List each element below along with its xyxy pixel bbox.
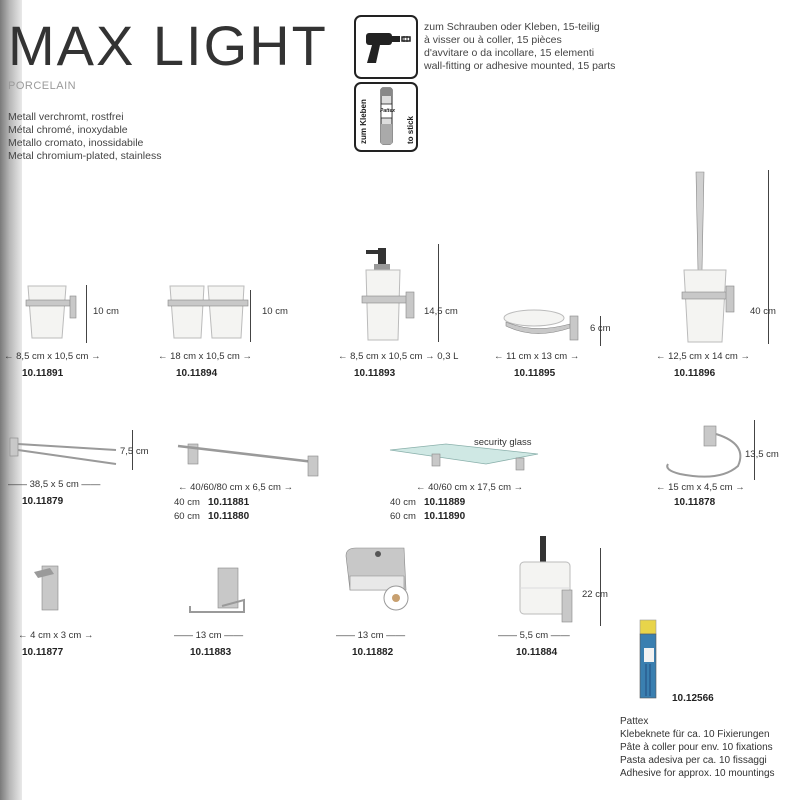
p11881-size-40: 40 cm: [174, 497, 200, 508]
p11895-height: 6 cm: [590, 323, 611, 334]
spare-roll-holder-image: [514, 534, 584, 631]
p11889-size-40: 40 cm: [390, 497, 416, 508]
p11884-height-line: [600, 548, 601, 626]
p11878-dim: ← 15 cm x 4,5 cm →: [656, 482, 745, 493]
p11881-code-40: 10.11881: [208, 497, 250, 508]
p11891-height: 10 cm: [93, 306, 119, 317]
p11893-dim: ← 8,5 cm x 10,5 cm → 0,3 L: [338, 351, 459, 362]
p11894-dim: ← 18 cm x 10,5 cm →: [158, 351, 252, 362]
pattex-line-fr: Pâte à coller pour env. 10 fixations: [620, 742, 773, 753]
p11891-code: 10.11891: [22, 368, 64, 379]
p11893-height-line: [438, 244, 439, 342]
double-towel-rail-image: [8, 436, 118, 477]
p11896-dim: ← 12,5 cm x 14 cm →: [656, 351, 750, 362]
p11893-height: 14,5 cm: [424, 306, 458, 317]
p11882-code: 10.11882: [352, 647, 394, 658]
p11883-code: 10.11883: [190, 647, 232, 658]
p11884-height: 22 cm: [582, 589, 608, 600]
pattex-line-it: Pasta adesiva per ca. 10 fissaggi: [620, 755, 767, 766]
security-glass-label: security glass: [474, 437, 532, 448]
p11891-height-line: [86, 285, 87, 343]
p11884-dim: —— 5,5 cm ——: [498, 630, 570, 641]
p11889-dim: ← 40/60 cm x 17,5 cm →: [416, 482, 524, 493]
p12566-code: 10.12566: [672, 693, 714, 704]
towel-bar-image: [174, 440, 324, 485]
material-line-de: Metall verchromt, rostfrei: [8, 111, 124, 123]
p11877-code: 10.11877: [22, 647, 64, 658]
pattex-line-brand: Pattex: [620, 716, 649, 727]
install-line-fr: à visser ou à coller, 15 pièces: [424, 34, 562, 46]
catalog-title: MAX LIGHT: [8, 14, 328, 77]
p11894-height-line: [250, 290, 251, 342]
p11895-code: 10.11895: [514, 368, 556, 379]
p11889-code-40: 10.11889: [424, 497, 466, 508]
soap-dish-image: [500, 304, 580, 349]
p11878-code: 10.11878: [674, 497, 716, 508]
p11879-height: 7,5 cm: [120, 446, 149, 457]
pattex-line-de: Klebeknete für ca. 10 Fixierungen: [620, 729, 770, 740]
p11881-size-60: 60 cm: [174, 511, 200, 522]
p11883-dim: —— 13 cm ——: [174, 630, 244, 641]
p11895-dim: ← 11 cm x 13 cm →: [494, 351, 580, 362]
p11894-code: 10.11894: [176, 368, 218, 379]
p11896-code: 10.11896: [674, 368, 716, 379]
soap-dispenser-image: [356, 244, 422, 351]
p11877-dim: ← 4 cm x 3 cm →: [18, 630, 94, 641]
adhesive-label-left: zum Kleben: [359, 99, 368, 144]
p11878-height: 13,5 cm: [745, 449, 779, 460]
hook-image: [30, 564, 66, 619]
p11894-height: 10 cm: [262, 306, 288, 317]
adhesive-tube-image: [636, 618, 666, 707]
tumbler-image: [24, 282, 84, 347]
p11893-code: 10.11893: [354, 368, 396, 379]
p11882-dim: —— 13 cm ——: [336, 630, 406, 641]
material-line-fr: Métal chromé, inoxydable: [8, 124, 128, 136]
install-line-de: zum Schrauben oder Kleben, 15-teilig: [424, 21, 600, 33]
p11884-code: 10.11884: [516, 647, 558, 658]
p11881-code-60: 10.11880: [208, 511, 250, 522]
p11881-dim: ← 40/60/80 cm x 6,5 cm →: [178, 482, 294, 493]
p11879-code: 10.11879: [22, 496, 64, 507]
paper-holder-lid-image: [344, 546, 414, 623]
adhesive-brand-on-icon: Pattex: [380, 108, 396, 114]
adhesive-label-right: to stick: [406, 115, 415, 144]
catalog-subtitle: PORCELAIN: [8, 80, 77, 92]
glass-shelf-image: [386, 440, 546, 481]
p11889-code-60: 10.11890: [424, 511, 466, 522]
double-tumbler-image: [166, 282, 256, 347]
p11891-dim: ← 8,5 cm x 10,5 cm →: [4, 351, 101, 362]
material-line-en: Metal chromium-plated, stainless: [8, 150, 162, 162]
p11889-size-60: 60 cm: [390, 511, 416, 522]
install-line-en: wall-fitting or adhesive mounted, 15 parts: [424, 60, 616, 72]
material-line-it: Metallo cromato, inossidabile: [8, 137, 144, 149]
install-line-it: d'avvitare o da incollare, 15 elementi: [424, 47, 595, 59]
p11896-height: 40 cm: [750, 306, 776, 317]
pattex-line-en: Adhesive for approx. 10 mountings: [620, 768, 775, 779]
p11879-dim: —— 38,5 x 5 cm ——: [8, 479, 101, 490]
p11896-height-line: [768, 170, 769, 344]
adhesive-tube-icon: [354, 82, 418, 152]
toilet-brush-image: [676, 170, 746, 351]
towel-ring-image: [660, 424, 750, 489]
paper-holder-image: [188, 566, 258, 627]
drill-icon: [354, 15, 418, 79]
